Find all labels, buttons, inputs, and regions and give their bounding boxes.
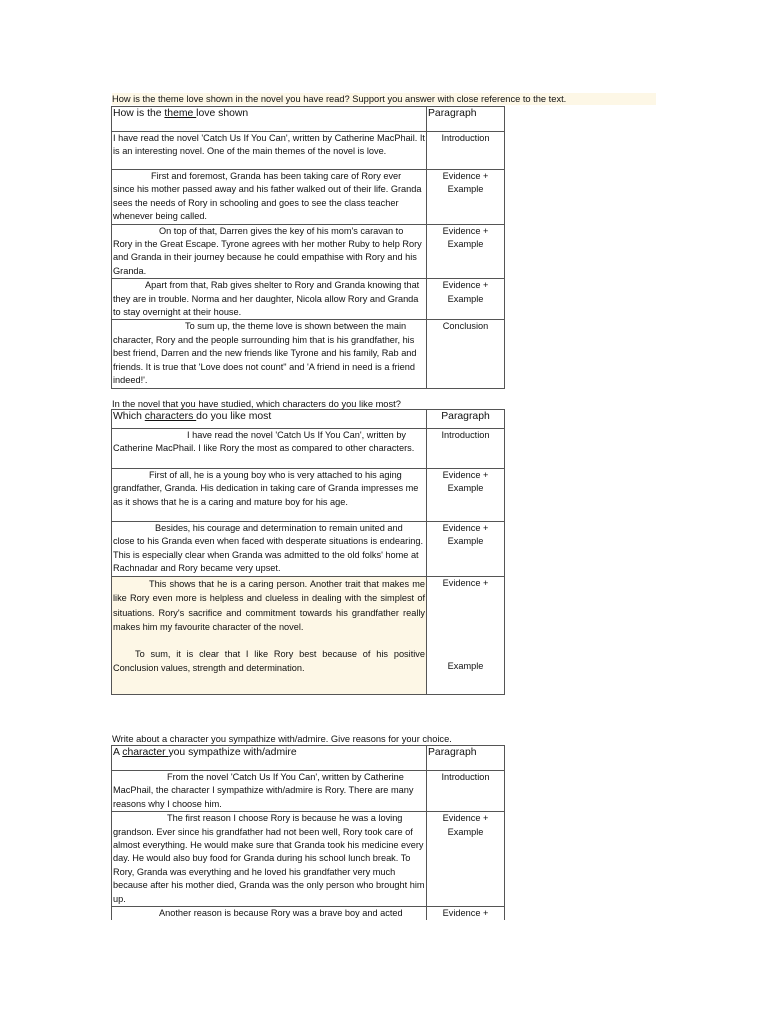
- header-paragraph-cell: Paragraph: [427, 410, 505, 429]
- row-paragraph-type: Evidence + Example: [427, 576, 505, 694]
- row-paragraph-type: Evidence + Example: [427, 170, 505, 225]
- table-row: [112, 170, 505, 225]
- row-text: First and foremost, Granda has been taking care of Rory ever since his mother passed away and his father walked out of their life. Granda sees the needs of Rory in schooling and goes to see the class teacher whenever being called.: [112, 170, 427, 225]
- header-paragraph-cell: Paragraph: [427, 107, 505, 132]
- row-paragraph-type: Evidence + Example: [427, 224, 505, 279]
- table-row: [112, 429, 505, 469]
- row-text: The first reason I choose Rory is because he was a loving grandson. Ever since his grandfather had not been well, Rory took care of almost everything. He would make sure that Granda took his medicine every day. He would also buy food for Granda during his school lunch break. To Rory, Granda was everything and he loved his grandfather very much because after his mother died, Granda was the only person who brought him up.: [112, 812, 427, 907]
- header-cell: How is the theme love shown: [112, 107, 427, 132]
- row-text: On top of that, Darren gives the key of his mom's caravan to Rory in the Great Escape. Tyrone agrees with her mother Ruby to help Rory and Granda in their journey because he could empathise with Rory and his Granda.: [112, 224, 427, 279]
- row-text: Apart from that, Rab gives shelter to Rory and Granda knowing that they are in trouble. Norma and her daughter, Nicola allow Rory and Granda to stay overnight at their house.: [112, 279, 427, 320]
- header-cell: A character you sympathize with/admire: [112, 746, 427, 771]
- table-row: [112, 576, 505, 694]
- row-text: This shows that he is a caring person. Another trait that makes me like Rory even more is helpless and clueless in dealing with the simplest of situations. Rory's sacrifice and commitment towards his grandfather really makes him my favourite character of the novel. To sum, it is clear that I like Rory best because of his positive Conclusion values, strength and determination.: [112, 576, 427, 694]
- table-header-row: [112, 746, 505, 771]
- row-text: First of all, he is a young boy who is very attached to his aging grandfather, Granda. His dedication in taking care of Granda impresses me as it shows that he is a caring and mature boy for his age.: [112, 469, 427, 522]
- table-header-row: [112, 107, 505, 132]
- row-paragraph-type: Evidence + Example: [427, 522, 505, 577]
- header-paragraph-cell: Paragraph: [427, 746, 505, 771]
- row-paragraph-type: Evidence + Example: [427, 469, 505, 522]
- row-text: From the novel 'Catch Us If You Can', written by Catherine MacPhail, the character I sympathize with/admire is Rory. There are many reasons why I choose him.: [112, 771, 427, 812]
- table-row: [112, 132, 505, 170]
- row-text: To sum up, the theme love is shown between the main character, Rory and the people surrounding him that is his grandfather, his best friend, Darren and the new friends like Tyrone and his family, Rab and friends. It is true that 'Love does not count" and 'A friend in need is a friend indeed!'.: [112, 320, 427, 388]
- row-paragraph-type: Evidence + Example: [427, 279, 505, 320]
- table-row: [112, 469, 505, 522]
- table-row: [112, 812, 505, 907]
- row-paragraph-type: Introduction: [427, 429, 505, 469]
- table-header-row: [112, 410, 505, 429]
- table-row: [112, 320, 505, 388]
- question-theme-love: How is the theme love shown in the novel you have read? Support you answer with close reference to the text.: [112, 93, 656, 105]
- row-text: Another reason is because Rory was a brave boy and acted: [112, 907, 427, 921]
- table-row: [112, 771, 505, 812]
- row-paragraph-type: Conclusion: [427, 320, 505, 388]
- row-text: Besides, his courage and determination to remain united and close to his Granda even when faced with desperate situations is endearing. This is especially clear when Granda was admitted to the old folks' home at Rachnadar and Rory became very upset.: [112, 522, 427, 577]
- table-row: [112, 279, 505, 320]
- theme-love-table: [111, 106, 505, 389]
- row-paragraph-type: Introduction: [427, 132, 505, 170]
- question-favourite-character: In the novel that you have studied, which characters do you like most?: [112, 399, 401, 409]
- header-cell: Which characters do you like most: [112, 410, 427, 429]
- table-row: [112, 522, 505, 577]
- row-text: I have read the novel 'Catch Us If You Can', written by Catherine MacPhail. I like Rory the most as compared to other characters.: [112, 429, 427, 469]
- row-paragraph-type: Evidence + Example: [427, 812, 505, 907]
- row-paragraph-type: Introduction: [427, 771, 505, 812]
- table-row: [112, 224, 505, 279]
- table-row: [112, 907, 505, 921]
- row-text: I have read the novel 'Catch Us If You Can', written by Catherine MacPhail. It is an interesting novel. One of the main themes of the novel is love.: [112, 132, 427, 170]
- row-paragraph-type: Evidence +: [427, 907, 505, 921]
- question-sympathize-character: Write about a character you sympathize with/admire. Give reasons for your choice.: [112, 734, 452, 744]
- favourite-character-table: [111, 409, 505, 695]
- sympathize-character-table: [111, 745, 505, 920]
